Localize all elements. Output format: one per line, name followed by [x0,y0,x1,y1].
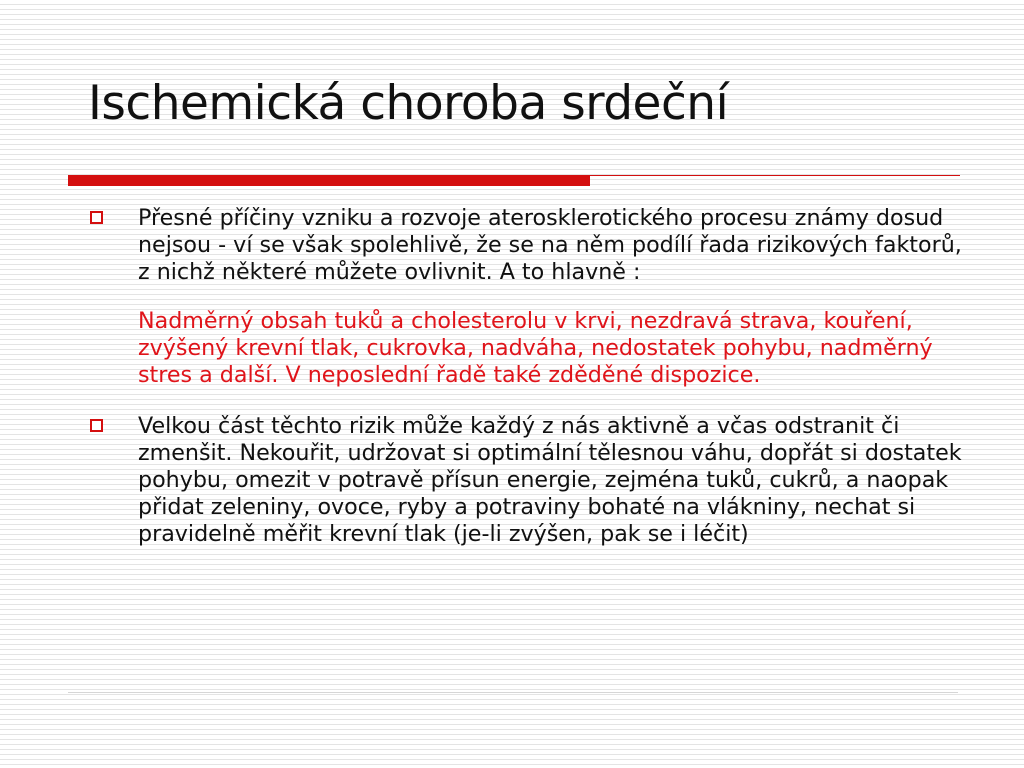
hollow-square-bullet-icon [90,211,103,224]
hollow-square-bullet-icon [90,419,103,432]
risk-factors-highlight: Nadměrný obsah tuků a cholesterolu v krvi, nezdravá strava, kouření, zvýšený krevní tlak, cukrovka, nadváha, nedostatek pohybu, nadměrný stres a další. V neposlední řadě také zděděné dispozice. [138,308,933,388]
title-divider-line [590,175,960,176]
slide-body [90,205,970,548]
slide-title: Ischemická choroba srdeční [88,76,729,131]
bullet-item [90,205,970,286]
footer-divider-line [68,692,958,693]
bullet-text: Přesné příčiny vzniku a rozvoje aterosklerotického procesu známy dosud nejsou - ví se však spolehlivě, že se na něm podílí řada rizikových faktorů, z nichž některé můžete ovlivnit. A to hlavně : [138,205,962,285]
bullet-item [90,413,970,548]
bullet-text: Velkou část těchto rizik může každý z nás aktivně a včas odstranit či zmenšit. Nekouřit, udržovat si optimální tělesnou váhu, dopřát si dostatek pohybu, omezit v potravě přísun energie, zejména tuků, cukrů, a naopak přidat zeleniny, ovoce, ryby a potraviny bohaté na vlákniny, nechat si pravidelně měřit krevní tlak (je-li zvýšen, pak se i léčit) [138,413,962,547]
title-accent-bar [68,175,590,186]
